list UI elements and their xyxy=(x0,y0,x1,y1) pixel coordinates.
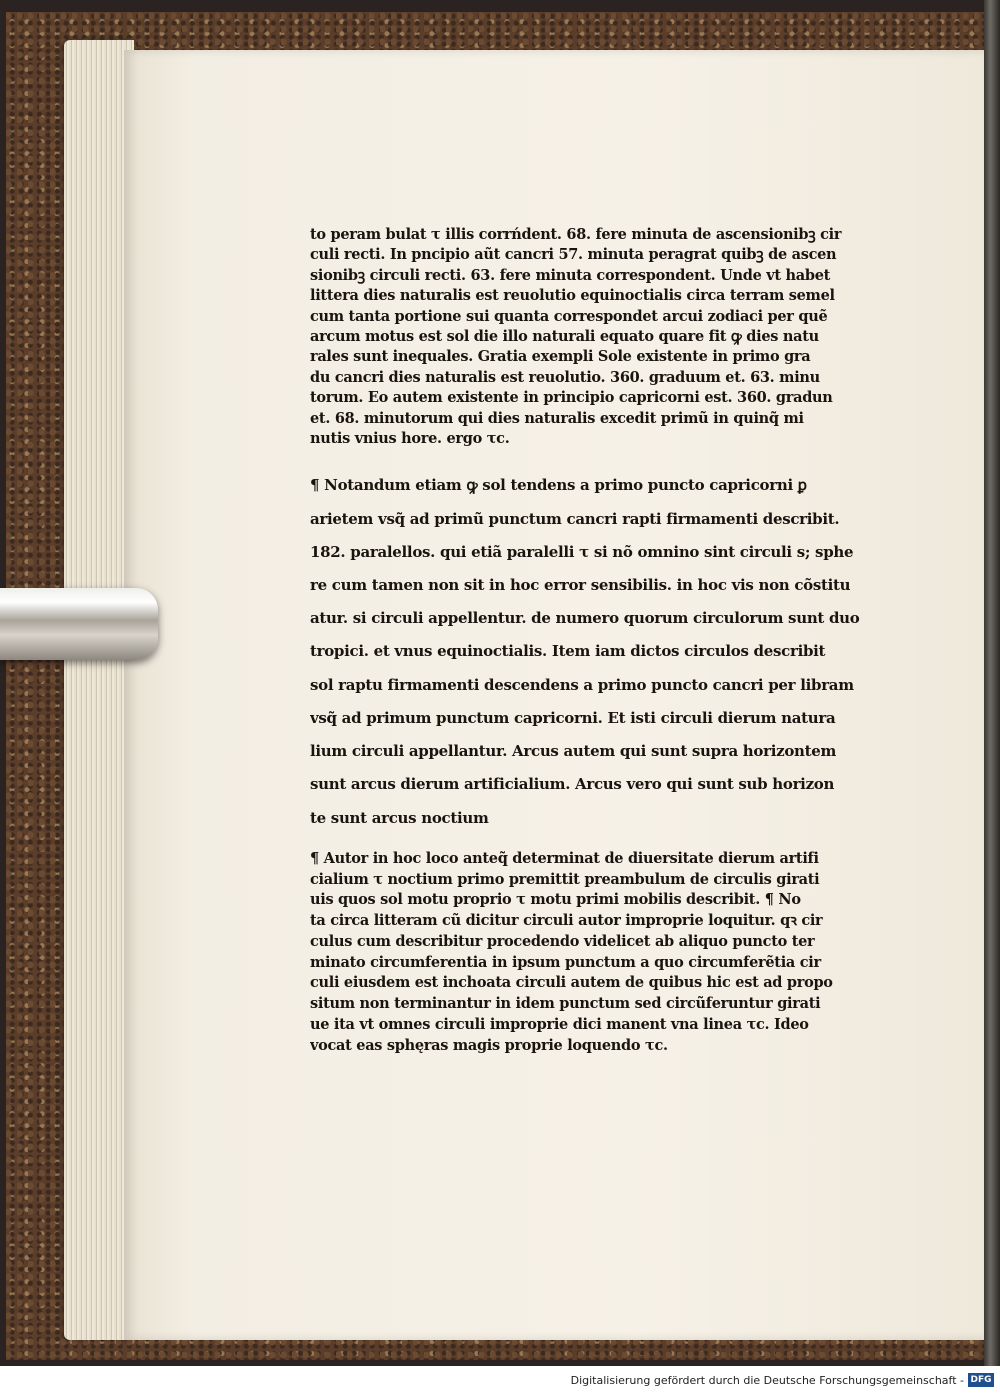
text-line: ta circa litteram cũ dicitur circuli autor improprie loquitur. qꝛ cir xyxy=(310,912,823,930)
text-line: vocat eas sphęras magis proprie loquendo τc. xyxy=(310,1036,668,1054)
dfg-logo: DFG xyxy=(968,1373,994,1387)
text-line: sunt arcus dierum artificialium. Arcus vero qui sunt sub horizon xyxy=(310,775,835,794)
text-line: to peram bulat τ illis corrńdent. 68. fere minuta de ascensionibꝫ cir xyxy=(310,226,842,243)
text-line: culus cum describitur procedendo videlicet ab aliquo puncto ter xyxy=(310,932,815,950)
text-line: culi eiusdem est inchoata circuli autem de quibus hic est ad propo xyxy=(310,974,833,992)
text-line: uis quos sol motu proprio τ motu primi mobilis describit. ¶ No xyxy=(310,891,801,909)
text-line: arietem vsq̃ ad primũ punctum cancri rapti firmamenti describit. xyxy=(310,509,840,528)
text-line: ¶ Autor in hoc loco anteq̃ determinat de diuersitate dierum artifi xyxy=(310,849,819,867)
text-line: arcum motus est sol die illo naturali equato quare fit ꝙ dies natu xyxy=(310,328,819,346)
text-line: sol raptu firmamenti descendens a primo puncto cancri per libram xyxy=(310,675,854,694)
paragraph-commentary-2 xyxy=(310,849,890,1057)
right-binding-strip xyxy=(984,0,1000,1366)
footer-credit-band xyxy=(0,1366,1000,1393)
printed-text-block xyxy=(310,225,890,1057)
text-line: culi recti. In pncipio aũt cancri 57. minuta peragrat quibꝫ de ascen xyxy=(310,246,837,264)
text-line: cum tanta portione sui quanta correspondet arcui zodiaci per quẽ xyxy=(310,307,828,325)
paragraph-commentary-1 xyxy=(310,225,890,449)
text-line: te sunt arcus noctium xyxy=(310,808,489,827)
text-line: torum. Eo autem existente in principio capricorni est. 360. gradun xyxy=(310,389,833,407)
text-line: re cum tamen non sit in hoc error sensibilis. in hoc vis non cõstitu xyxy=(310,576,851,595)
funding-credit: Digitalisierung gefördert durch die Deutsche Forschungsgemeinschaft - xyxy=(570,1374,964,1387)
text-line: lium circuli appellantur. Arcus autem qui sunt supra horizontem xyxy=(310,742,837,761)
text-line: 182. paralellos. qui etiã paralelli τ si nõ omnino sint circuli s; sphe xyxy=(310,542,854,561)
text-line: vsq̃ ad primum punctum capricorni. Et isti circuli dierum natura xyxy=(310,708,836,727)
text-line: atur. si circuli appellentur. de numero quorum circulorum sunt duo xyxy=(310,609,860,628)
text-line: nutis vnius hore. ergo τc. xyxy=(310,430,510,448)
text-line: cialium τ noctium primo premittit preambulum de circulis girati xyxy=(310,870,820,888)
text-line: littera dies naturalis est reuolutio equinoctialis circa terram semel xyxy=(310,287,835,305)
text-line: sionibꝫ circuli recti. 63. fere minuta correspondent. Unde vt habet xyxy=(310,266,831,284)
text-line: et. 68. minutorum qui dies naturalis excedit primũ in quinq̃ mi xyxy=(310,409,804,427)
text-line: ¶ Notandum etiam ꝙ sol tendens a primo puncto capricorni ꝑ xyxy=(310,476,807,495)
text-line: du cancri dies naturalis est reuolutio. 360. graduum et. 63. minu xyxy=(310,368,820,386)
paragraph-main-text xyxy=(310,469,890,834)
text-line: situm non terminantur in idem punctum sed circũferuntur girati xyxy=(310,995,821,1013)
text-line: minato circumferentia in ipsum punctum a quo circumferẽtia cir xyxy=(310,953,821,971)
text-line: tropici. et vnus equinoctialis. Item iam dictos circulos describit xyxy=(310,642,826,661)
text-line: rales sunt inequales. Gratia exempli Sole existente in primo gra xyxy=(310,348,811,366)
text-line: ue ita vt omnes circuli improprie dici manent vna linea τc. Ideo xyxy=(310,1016,809,1034)
glass-page-weight xyxy=(0,588,158,660)
